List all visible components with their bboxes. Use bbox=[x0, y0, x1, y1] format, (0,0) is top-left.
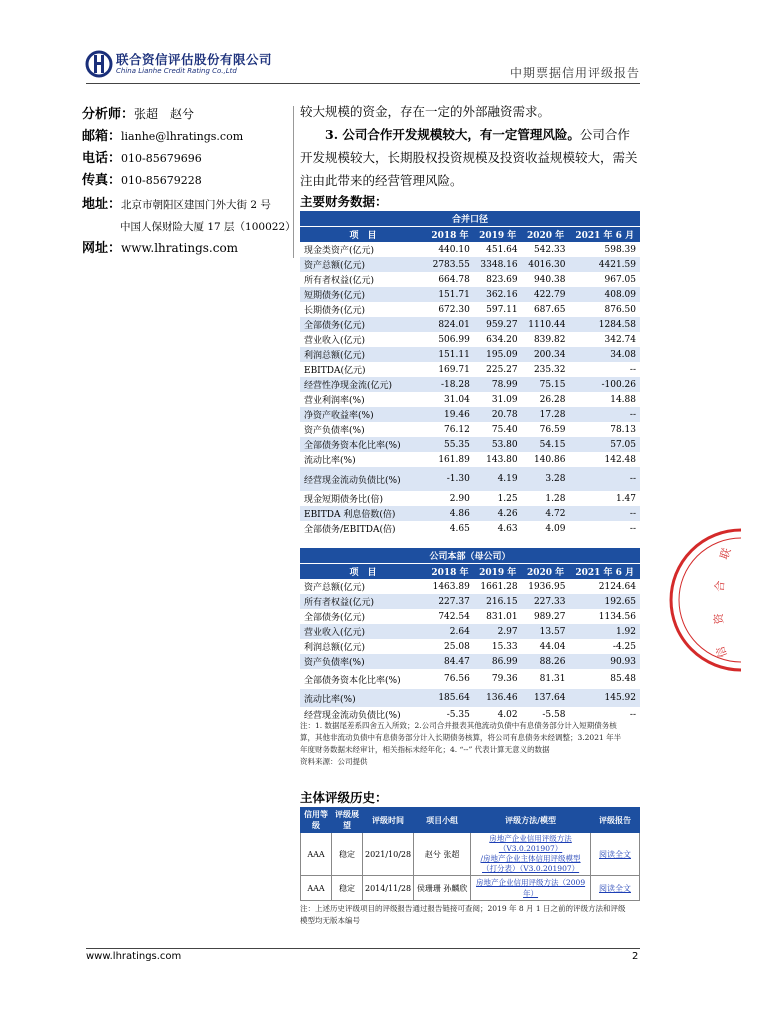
row-label: 全部债务资本化比率(%) bbox=[300, 437, 426, 452]
row-label: 营业利润率(%) bbox=[300, 392, 426, 407]
method-link[interactable]: 房地产企业信用评级方法（V3.0.201907） bbox=[489, 834, 572, 853]
row-value: 227.37 bbox=[426, 594, 474, 609]
fax-label: 传真： bbox=[82, 173, 122, 188]
history-header-row bbox=[301, 808, 640, 833]
header-2021h1: 2021 年 6 月 bbox=[569, 564, 640, 580]
model-link[interactable]: /房地产企业主体信用评级模型（打分表）（V3.0.201907） bbox=[480, 854, 581, 873]
row-value: 15.33 bbox=[474, 639, 522, 654]
footer-website[interactable]: www.lhratings.com bbox=[86, 951, 182, 962]
row-value: 1661.28 bbox=[474, 579, 522, 594]
table-row bbox=[300, 624, 640, 639]
email-label: 邮箱： bbox=[82, 129, 122, 144]
table-row bbox=[300, 242, 640, 257]
row-label: 全部债务(亿元) bbox=[300, 609, 426, 624]
row-value: 55.35 bbox=[426, 437, 474, 452]
row-label: 所有者权益(亿元) bbox=[300, 272, 426, 287]
company-logo-icon bbox=[86, 50, 112, 78]
table-row bbox=[300, 302, 640, 317]
row-value: 542.33 bbox=[522, 242, 570, 257]
row-label: 净资产收益率(%) bbox=[300, 407, 426, 422]
header-2019: 2019 年 bbox=[474, 564, 522, 580]
history-method bbox=[471, 876, 591, 901]
consolidated-section-row bbox=[300, 211, 640, 227]
svg-text:信: 信 bbox=[713, 644, 730, 660]
table-row bbox=[300, 257, 640, 272]
history-note-2: 模型均无版本编号 bbox=[300, 916, 360, 925]
read-report-link[interactable]: 阅读全文 bbox=[599, 883, 631, 893]
history-report bbox=[591, 876, 640, 901]
row-value: 506.99 bbox=[426, 332, 474, 347]
consolidated-section-label: 合并口径 bbox=[300, 211, 640, 227]
history-header-report: 评级报告 bbox=[591, 808, 640, 833]
row-value: 1463.89 bbox=[426, 579, 474, 594]
company-logo bbox=[86, 50, 273, 80]
row-value: 13.57 bbox=[522, 624, 570, 639]
header-2018: 2018 年 bbox=[426, 227, 474, 243]
history-outlook: 稳定 bbox=[332, 876, 363, 901]
row-value: 216.15 bbox=[474, 594, 522, 609]
row-value: 672.30 bbox=[426, 302, 474, 317]
row-label: 资产负债率(%) bbox=[300, 654, 426, 669]
row-value: 76.12 bbox=[426, 422, 474, 437]
table-row bbox=[300, 437, 640, 452]
history-header-date: 评级时间 bbox=[363, 808, 414, 833]
row-value: 192.65 bbox=[569, 594, 640, 609]
row-value: 3348.16 bbox=[474, 257, 522, 272]
website-value[interactable]: www.lhratings.com bbox=[121, 241, 239, 255]
row-value: 81.31 bbox=[522, 669, 570, 689]
email-row bbox=[82, 128, 243, 145]
address-line2: 中国人保财险大厦 17 层（100022） bbox=[120, 221, 296, 233]
row-value: -5.58 bbox=[522, 707, 570, 722]
row-value: 31.09 bbox=[474, 392, 522, 407]
table-row bbox=[300, 669, 640, 689]
svg-text:合: 合 bbox=[713, 580, 727, 593]
table-row bbox=[300, 407, 640, 422]
history-grade: AAA bbox=[301, 876, 332, 901]
row-value: 84.47 bbox=[426, 654, 474, 669]
phone-value: 010-85679696 bbox=[121, 152, 202, 165]
row-value: 664.78 bbox=[426, 272, 474, 287]
row-value: -100.26 bbox=[569, 377, 640, 392]
header-item: 项 目 bbox=[300, 227, 426, 243]
history-team: 侯珊珊 孙麟欣 bbox=[414, 876, 471, 901]
row-value: 2783.55 bbox=[426, 257, 474, 272]
note-line-1: 注：1. 数据尾差系四舍五入所致；2.公司合并报表其他流动负债中有息债务部分计入短期债务核 bbox=[300, 721, 617, 730]
row-value: 687.65 bbox=[522, 302, 570, 317]
table-row bbox=[300, 467, 640, 491]
row-value: 151.11 bbox=[426, 347, 474, 362]
note-line-2: 算，其他非流动负债中有息债务部分计入长期债务核算，将公司有息债务未经调整；3.2021 年半 bbox=[300, 733, 622, 742]
website-label: 网址： bbox=[82, 241, 122, 256]
row-value: 1.92 bbox=[569, 624, 640, 639]
row-value: 634.20 bbox=[474, 332, 522, 347]
row-value: 2.64 bbox=[426, 624, 474, 639]
fax-value: 010-85679228 bbox=[121, 174, 202, 187]
header-2019: 2019 年 bbox=[474, 227, 522, 243]
row-value: 145.92 bbox=[569, 689, 640, 707]
row-value: 742.54 bbox=[426, 609, 474, 624]
row-value: 14.88 bbox=[569, 392, 640, 407]
method-link[interactable]: 房地产企业信用评级方法（2009 年） bbox=[476, 878, 586, 898]
page-number: 2 bbox=[632, 951, 639, 962]
row-value: 440.10 bbox=[426, 242, 474, 257]
table-row bbox=[300, 579, 640, 594]
row-value: 85.48 bbox=[569, 669, 640, 689]
row-value: 44.04 bbox=[522, 639, 570, 654]
table-row bbox=[300, 506, 640, 521]
row-value: 967.05 bbox=[569, 272, 640, 287]
row-value: 76.59 bbox=[522, 422, 570, 437]
header-2021h1: 2021 年 6 月 bbox=[569, 227, 640, 243]
row-value: -4.25 bbox=[569, 639, 640, 654]
history-row bbox=[301, 876, 640, 901]
row-value: 3.28 bbox=[522, 467, 570, 491]
parent-table bbox=[300, 548, 640, 722]
row-label: 营业收入(亿元) bbox=[300, 624, 426, 639]
table-row bbox=[300, 362, 640, 377]
consolidated-table bbox=[300, 211, 640, 536]
row-value: 2124.64 bbox=[569, 579, 640, 594]
row-value: 4.63 bbox=[474, 521, 522, 536]
seal-stamp bbox=[698, 520, 758, 680]
financial-section-title: 主要财务数据： bbox=[300, 194, 388, 209]
history-team: 赵兮 张超 bbox=[414, 833, 471, 876]
report-title: 中期票据信用评级报告 bbox=[509, 66, 640, 80]
row-label: 全部债务/EBITDA(倍) bbox=[300, 521, 426, 536]
row-value: 989.27 bbox=[522, 609, 570, 624]
row-value: 20.78 bbox=[474, 407, 522, 422]
header-2020: 2020 年 bbox=[522, 564, 570, 580]
row-value: 227.33 bbox=[522, 594, 570, 609]
row-value: 142.48 bbox=[569, 452, 640, 467]
row-value: 225.27 bbox=[474, 362, 522, 377]
row-value: 1134.56 bbox=[569, 609, 640, 624]
row-value: 598.39 bbox=[569, 242, 640, 257]
row-value: 362.16 bbox=[474, 287, 522, 302]
history-report bbox=[591, 833, 640, 876]
history-section-title: 主体评级历史： bbox=[300, 790, 388, 805]
header-2018: 2018 年 bbox=[426, 564, 474, 580]
row-label: 全部债务(亿元) bbox=[300, 317, 426, 332]
row-value: -- bbox=[569, 467, 640, 491]
row-value: 17.28 bbox=[522, 407, 570, 422]
row-value: 75.40 bbox=[474, 422, 522, 437]
history-header-outlook: 评级展望 bbox=[332, 808, 363, 833]
row-value: 4.26 bbox=[474, 506, 522, 521]
row-value: 25.08 bbox=[426, 639, 474, 654]
row-label: 短期债务(亿元) bbox=[300, 287, 426, 302]
row-label: EBITDA 利息倍数(倍) bbox=[300, 506, 426, 521]
paragraph-2 bbox=[300, 123, 640, 192]
row-label: 资产总额(亿元) bbox=[300, 579, 426, 594]
row-value: 75.15 bbox=[522, 377, 570, 392]
address-row bbox=[82, 196, 271, 214]
row-value: 4.02 bbox=[474, 707, 522, 722]
row-value: -- bbox=[569, 407, 640, 422]
table-row bbox=[300, 422, 640, 437]
analyst-value: 张超 赵兮 bbox=[134, 107, 195, 121]
row-value: 78.13 bbox=[569, 422, 640, 437]
row-value: 185.64 bbox=[426, 689, 474, 707]
row-value: 88.26 bbox=[522, 654, 570, 669]
row-value: 4.09 bbox=[522, 521, 570, 536]
analyst-label: 分析师： bbox=[82, 107, 135, 122]
address-line1: 北京市朝阳区建国门外大街 2 号 bbox=[121, 199, 271, 211]
row-label: 全部债务资本化比率(%) bbox=[300, 669, 426, 689]
row-label: 营业收入(亿元) bbox=[300, 332, 426, 347]
row-value: 78.99 bbox=[474, 377, 522, 392]
row-value: 136.46 bbox=[474, 689, 522, 707]
rating-history-table bbox=[300, 807, 640, 901]
row-value: 4016.30 bbox=[522, 257, 570, 272]
row-value: 839.82 bbox=[522, 332, 570, 347]
body-paragraphs bbox=[300, 100, 640, 192]
history-grade: AAA bbox=[301, 833, 332, 876]
row-value: 76.56 bbox=[426, 669, 474, 689]
phone-row bbox=[82, 150, 202, 167]
row-value: 876.50 bbox=[569, 302, 640, 317]
row-value: 57.05 bbox=[569, 437, 640, 452]
history-notes bbox=[300, 903, 640, 927]
row-value: 4.86 bbox=[426, 506, 474, 521]
row-value: 79.36 bbox=[474, 669, 522, 689]
row-value: 137.64 bbox=[522, 689, 570, 707]
row-value: 195.09 bbox=[474, 347, 522, 362]
row-value: 451.64 bbox=[474, 242, 522, 257]
row-value: 2.90 bbox=[426, 491, 474, 506]
row-value: 169.71 bbox=[426, 362, 474, 377]
row-value: -18.28 bbox=[426, 377, 474, 392]
address-row-2 bbox=[120, 218, 296, 236]
row-value: 1.28 bbox=[522, 491, 570, 506]
row-label: 资产总额(亿元) bbox=[300, 257, 426, 272]
row-value: 342.74 bbox=[569, 332, 640, 347]
row-value: -- bbox=[569, 506, 640, 521]
consolidated-header-row bbox=[300, 227, 640, 243]
row-value: 235.32 bbox=[522, 362, 570, 377]
read-report-link[interactable]: 阅读全文 bbox=[599, 849, 631, 859]
row-label: 现金短期债务比(倍) bbox=[300, 491, 426, 506]
row-label: 资产负债率(%) bbox=[300, 422, 426, 437]
row-label: 利润总额(亿元) bbox=[300, 639, 426, 654]
company-name-cn: 联合资信评估股份有限公司 bbox=[116, 52, 273, 67]
table-row bbox=[300, 689, 640, 707]
note-source: 资料来源：公司提供 bbox=[300, 757, 368, 766]
history-date: 2014/11/28 bbox=[363, 876, 414, 901]
row-value: 1110.44 bbox=[522, 317, 570, 332]
table-row bbox=[300, 521, 640, 536]
row-value: -- bbox=[569, 521, 640, 536]
parent-section-row bbox=[300, 548, 640, 564]
parent-table-wrap bbox=[300, 548, 640, 722]
row-value: 151.71 bbox=[426, 287, 474, 302]
row-value: 1.47 bbox=[569, 491, 640, 506]
row-value: 86.99 bbox=[474, 654, 522, 669]
row-value: 824.01 bbox=[426, 317, 474, 332]
paragraph-2-text: 公司合作开发规模较大，长期股权投资规模及投资收益规模较大，需关注由此带来的经营管理风险。 bbox=[300, 127, 638, 188]
row-value: 1.25 bbox=[474, 491, 522, 506]
row-value: -1.30 bbox=[426, 467, 474, 491]
table-row bbox=[300, 317, 640, 332]
row-value: 1284.58 bbox=[569, 317, 640, 332]
row-value: 53.80 bbox=[474, 437, 522, 452]
row-value: 140.86 bbox=[522, 452, 570, 467]
table-row bbox=[300, 594, 640, 609]
svg-text:资: 资 bbox=[712, 612, 726, 625]
header-2020: 2020 年 bbox=[522, 227, 570, 243]
row-label: 所有者权益(亿元) bbox=[300, 594, 426, 609]
svg-text:联: 联 bbox=[717, 546, 734, 562]
header-divider bbox=[86, 83, 640, 84]
row-value: 959.27 bbox=[474, 317, 522, 332]
row-label: 流动比率(%) bbox=[300, 689, 426, 707]
website-row bbox=[82, 240, 238, 257]
row-value: -5.35 bbox=[426, 707, 474, 722]
history-header-team: 项目小组 bbox=[414, 808, 471, 833]
history-row bbox=[301, 833, 640, 876]
row-value: 31.04 bbox=[426, 392, 474, 407]
row-label: 经营现金流动负债比(%) bbox=[300, 467, 426, 491]
table-notes bbox=[300, 720, 645, 768]
analyst-row bbox=[82, 106, 194, 123]
table-row bbox=[300, 639, 640, 654]
row-value: 34.08 bbox=[569, 347, 640, 362]
table-row bbox=[300, 491, 640, 506]
row-value: 54.15 bbox=[522, 437, 570, 452]
row-value: 161.89 bbox=[426, 452, 474, 467]
table-row bbox=[300, 272, 640, 287]
parent-header-row bbox=[300, 564, 640, 580]
row-label: 长期债务(亿元) bbox=[300, 302, 426, 317]
history-note-1: 注：上述历史评级项目的评级报告通过报告链接可查阅；2019 年 8 月 1 日之前的评级方法和评级 bbox=[300, 904, 626, 913]
row-label: 经营性净现金流(亿元) bbox=[300, 377, 426, 392]
consolidated-table-wrap bbox=[300, 211, 640, 536]
note-line-3: 年度财务数据未经审计，相关指标未经年化；4. “--” 代表计算无意义的数据 bbox=[300, 745, 550, 754]
table-row bbox=[300, 609, 640, 624]
parent-section-label: 公司本部（母公司） bbox=[300, 548, 640, 564]
history-table-wrap bbox=[300, 807, 640, 927]
company-name-en: China Lianhe Credit Rating Co.,Ltd bbox=[116, 67, 237, 75]
table-row bbox=[300, 347, 640, 362]
row-value: 19.46 bbox=[426, 407, 474, 422]
table-row bbox=[300, 452, 640, 467]
table-row bbox=[300, 377, 640, 392]
email-value[interactable]: lianhe@lhratings.com bbox=[121, 130, 244, 143]
table-row bbox=[300, 392, 640, 407]
address-label: 地址： bbox=[82, 197, 122, 212]
row-value: 940.38 bbox=[522, 272, 570, 287]
table-row bbox=[300, 332, 640, 347]
history-header-grade: 信用等级 bbox=[301, 808, 332, 833]
history-outlook: 稳定 bbox=[332, 833, 363, 876]
row-value: 4.72 bbox=[522, 506, 570, 521]
table-row bbox=[300, 287, 640, 302]
row-value: 4.65 bbox=[426, 521, 474, 536]
row-value: -- bbox=[569, 362, 640, 377]
row-label: 现金类资产(亿元) bbox=[300, 242, 426, 257]
header-item: 项 目 bbox=[300, 564, 426, 580]
paragraph-2-heading: 3. 公司合作开发规模较大，有一定管理风险。 bbox=[325, 127, 580, 142]
row-value: 143.80 bbox=[474, 452, 522, 467]
row-value: 90.93 bbox=[569, 654, 640, 669]
paragraph-1: 较大规模的资金，存在一定的外部融资需求。 bbox=[300, 104, 551, 119]
row-value: 4421.59 bbox=[569, 257, 640, 272]
row-value: 408.09 bbox=[569, 287, 640, 302]
history-header-method: 评级方法/模型 bbox=[471, 808, 591, 833]
row-value: 2.97 bbox=[474, 624, 522, 639]
row-value: 597.11 bbox=[474, 302, 522, 317]
phone-label: 电话： bbox=[82, 151, 122, 166]
row-value: 823.69 bbox=[474, 272, 522, 287]
row-value: 422.79 bbox=[522, 287, 570, 302]
row-label: 经营现金流动负债比(%) bbox=[300, 707, 426, 722]
sidebar-divider bbox=[293, 106, 294, 258]
row-value: 200.34 bbox=[522, 347, 570, 362]
row-label: EBITDA(亿元) bbox=[300, 362, 426, 377]
history-method bbox=[471, 833, 591, 876]
footer-divider bbox=[86, 948, 640, 949]
row-value: -- bbox=[569, 707, 640, 722]
history-date: 2021/10/28 bbox=[363, 833, 414, 876]
row-label: 利润总额(亿元) bbox=[300, 347, 426, 362]
row-label: 流动比率(%) bbox=[300, 452, 426, 467]
table-row bbox=[300, 654, 640, 669]
fax-row bbox=[82, 172, 202, 189]
row-value: 4.19 bbox=[474, 467, 522, 491]
row-value: 831.01 bbox=[474, 609, 522, 624]
row-value: 1936.95 bbox=[522, 579, 570, 594]
row-value: 26.28 bbox=[522, 392, 570, 407]
